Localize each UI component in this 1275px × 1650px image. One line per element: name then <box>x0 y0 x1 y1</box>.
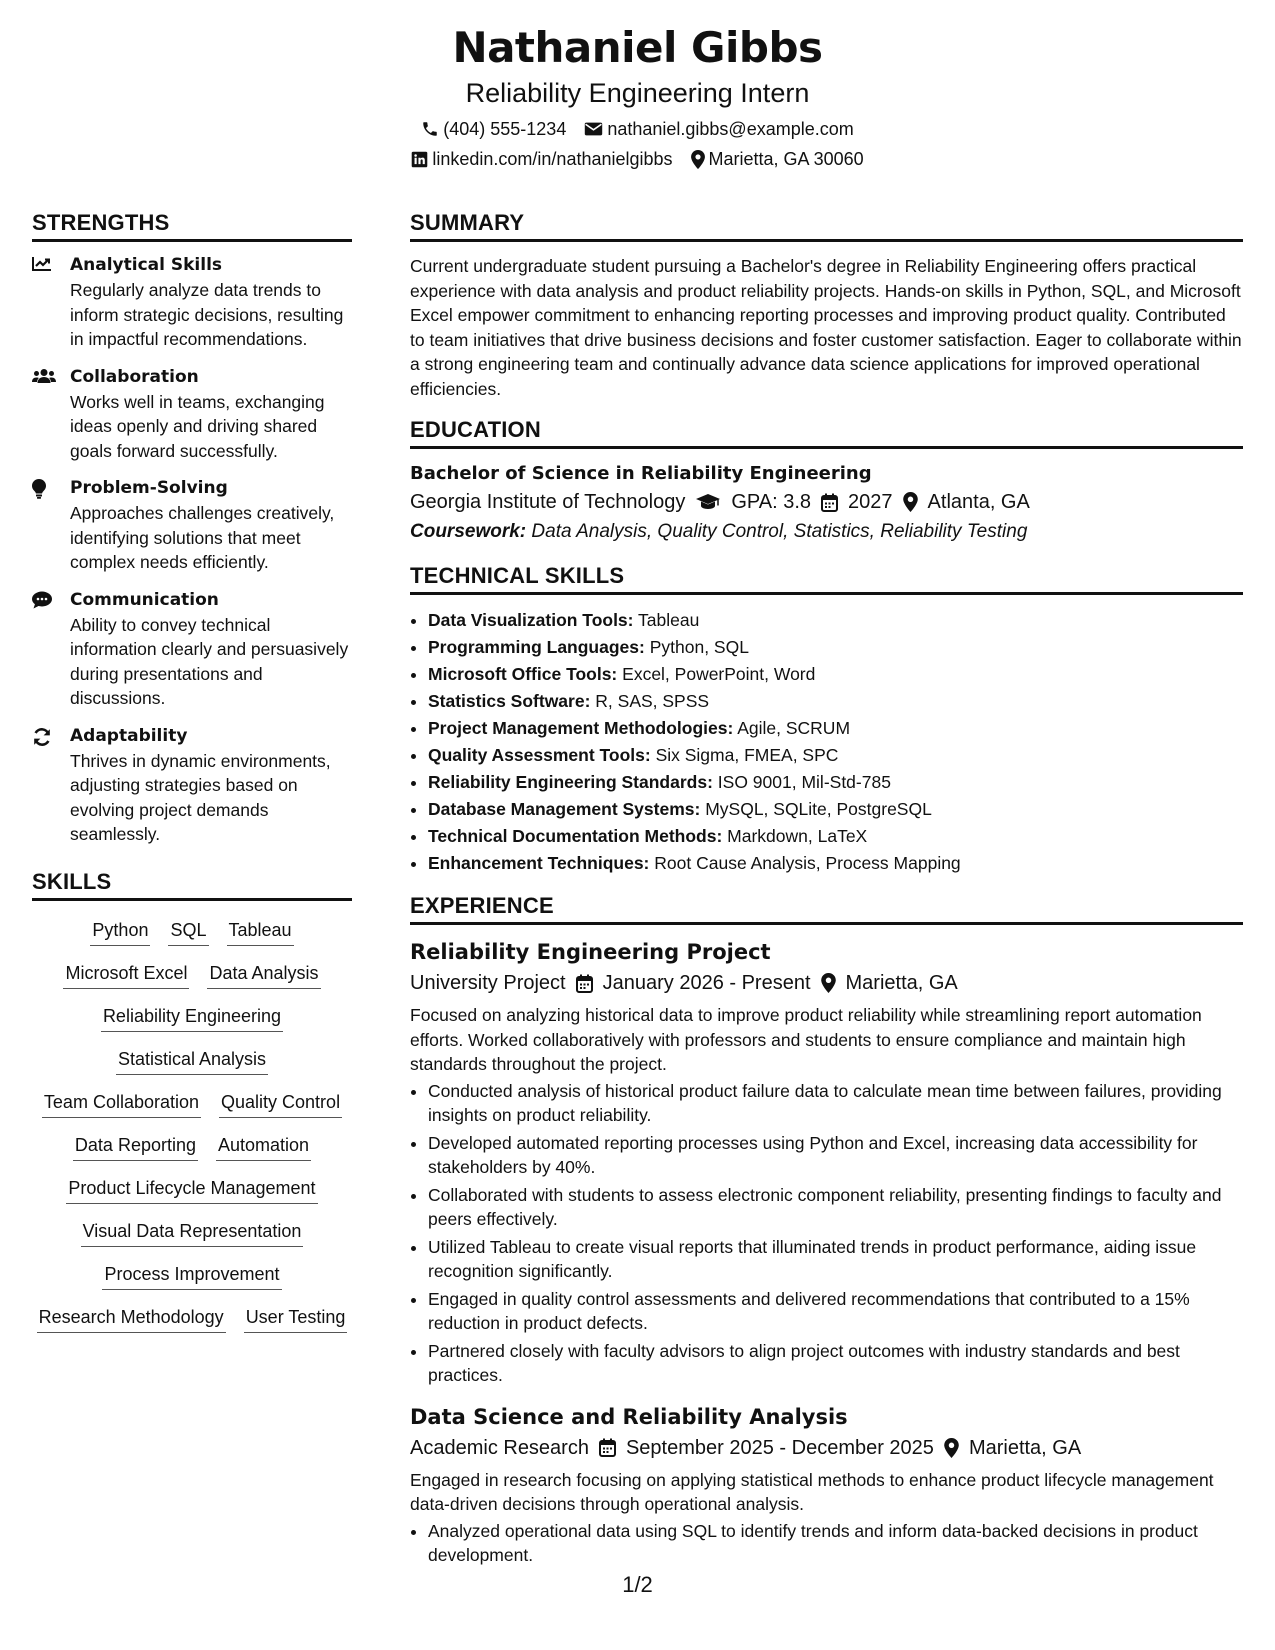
strength-item <box>32 725 352 847</box>
map-marker-icon <box>903 492 918 512</box>
list-item <box>428 796 1243 823</box>
list-item <box>428 769 1243 796</box>
technical-skills-heading: TECHNICAL SKILLS <box>410 563 1243 595</box>
strength-desc: Approaches challenges creatively, identifying solutions that meet complex needs efficiently. <box>70 503 335 572</box>
chart-line-icon <box>32 254 56 352</box>
tech-skill-label: Technical Documentation Methods: <box>428 826 723 846</box>
list-item <box>428 715 1243 742</box>
job-bullets <box>410 1519 1243 1568</box>
resume-header <box>0 22 1275 170</box>
list-item: • Analyzed operational data using SQL to identify trends and inform data-backed decisions in product development. <box>428 1519 1243 1568</box>
job-dates: September 2025 - December 2025 <box>625 1436 934 1459</box>
skill-tag: Data Analysis <box>207 960 320 989</box>
tech-skill-value: ISO 9001, Mil-Std-785 <box>717 772 891 792</box>
job-title: Reliability Engineering Project <box>410 940 771 964</box>
email-text[interactable]: nathaniel.gibbs@example.com <box>607 119 854 139</box>
strength-name: Analytical Skills <box>70 255 223 275</box>
tech-skill-label: Database Management Systems: <box>428 799 701 819</box>
candidate-title: Reliability Engineering Intern <box>465 78 810 108</box>
education-heading: EDUCATION <box>410 417 1243 449</box>
linkedin-contact[interactable] <box>411 148 672 170</box>
contact-row-2 <box>0 148 1275 170</box>
job-description: Focused on analyzing historical data to improve product reliability while streamlining report automation efforts. Worked collaboratively with professors and students to ensure compliance and maintain high standards throughout the project. <box>410 1005 1202 1074</box>
map-marker-icon <box>821 973 836 993</box>
tech-skill-label: Microsoft Office Tools: <box>428 664 618 684</box>
list-item: • Conducted analysis of historical product failure data to calculate mean time between failures, providing insights on product reliability. <box>428 1079 1243 1128</box>
skill-tag: Automation <box>216 1132 311 1161</box>
phone-text: (404) 555-1234 <box>443 119 567 139</box>
strength-item <box>32 477 352 575</box>
users-icon <box>32 366 56 464</box>
tech-skill-value: R, SAS, SPSS <box>595 691 710 711</box>
linkedin-icon <box>411 151 428 168</box>
left-column <box>32 210 352 1333</box>
page-number: 1/2 <box>622 1572 653 1597</box>
skill-tag: Visual Data Representation <box>81 1218 304 1247</box>
skill-tag: User Testing <box>244 1304 348 1333</box>
tech-skill-value: Excel, PowerPoint, Word <box>622 664 816 684</box>
lightbulb-icon <box>32 477 56 575</box>
list-item <box>428 742 1243 769</box>
skill-tag: Python <box>90 917 150 946</box>
list-item: • Engaged in quality control assessments and delivered recommendations that contributed to a 15% reduction in product defects. <box>428 1287 1243 1336</box>
skill-tag: Quality Control <box>219 1089 342 1118</box>
job-bullets <box>410 1079 1243 1388</box>
job-meta <box>410 1432 1243 1464</box>
list-item <box>428 607 1243 634</box>
strength-name: Communication <box>70 589 219 610</box>
skill-tag: Microsoft Excel <box>63 960 189 989</box>
summary-heading: SUMMARY <box>410 210 1243 242</box>
list-item <box>428 661 1243 688</box>
strength-name: Adaptability <box>70 725 188 746</box>
job-description: Engaged in research focusing on applying statistical methods to enhance product lifecycle management data-driven decisions through operational analysis. <box>410 1469 1214 1514</box>
calendar-icon <box>821 493 838 512</box>
tech-skill-value: Markdown, LaTeX <box>727 826 868 846</box>
strength-desc: Works well in teams, exchanging ideas openly and driving shared goals forward successfully. <box>70 391 325 461</box>
coursework-label: Coursework: <box>410 521 527 542</box>
sync-icon <box>32 725 56 847</box>
comments-icon <box>32 589 56 711</box>
email-contact[interactable] <box>584 118 853 140</box>
linkedin-text[interactable]: linkedin.com/in/nathanielgibbs <box>432 149 673 169</box>
skills-list <box>32 913 352 1333</box>
skill-tag: Statistical Analysis <box>116 1046 268 1075</box>
tech-skill-label: Programming Languages: <box>428 637 645 657</box>
phone-icon <box>421 120 439 138</box>
skill-tag: Tableau <box>227 917 294 946</box>
gpa-text: GPA: 3.8 <box>731 491 812 513</box>
school-name: Georgia Institute of Technology <box>410 491 686 513</box>
contact-row-1 <box>0 118 1275 140</box>
map-marker-icon <box>691 150 705 169</box>
calendar-icon <box>599 1438 616 1457</box>
tech-skill-label: Data Visualization Tools: <box>428 610 634 630</box>
location-text: Marietta, GA 30060 <box>708 149 864 169</box>
strength-name: Collaboration <box>70 366 199 387</box>
tech-skill-label: Statistics Software: <box>428 691 591 711</box>
strength-desc: Regularly analyze data trends to inform strategic decisions, resulting in impactful recommendations. <box>70 280 344 349</box>
strength-item <box>32 366 352 464</box>
strength-name: Problem-Solving <box>70 478 228 498</box>
graduation-cap-icon <box>695 493 721 511</box>
tech-skill-value: Six Sigma, FMEA, SPC <box>655 745 839 765</box>
calendar-icon <box>576 974 593 993</box>
tech-skill-label: Project Management Methodologies: <box>428 718 734 738</box>
strength-desc: Thrives in dynamic environments, adjusting strategies based on evolving project demands seamlessly. <box>70 750 331 844</box>
phone-contact <box>421 118 566 140</box>
skill-tag: Data Reporting <box>73 1132 198 1161</box>
skill-tag: Process Improvement <box>102 1261 281 1290</box>
job-org: University Project <box>410 972 566 994</box>
location-contact <box>691 148 864 170</box>
map-marker-icon <box>944 1438 959 1458</box>
tech-skill-value: Tableau <box>638 610 700 630</box>
job-meta <box>410 967 1243 999</box>
coursework-list: Data Analysis, Quality Control, Statistics, Reliability Testing <box>531 521 1028 542</box>
strength-item <box>32 254 352 352</box>
list-item <box>428 634 1243 661</box>
tech-skill-value: Agile, SCRUM <box>737 718 851 738</box>
tech-skill-value: Python, SQL <box>649 637 749 657</box>
skill-tag: Product Lifecycle Management <box>66 1175 317 1204</box>
summary-text: Current undergraduate student pursuing a Bachelor's degree in Reliability Engineering offers practical experience with data analysis and product reliability projects. Hands-on skills in Python, SQL, and Microsoft Excel empower commitment to enhancing reporting processes and improving product quality. Contributed to team initiatives that drive business decisions and foster customer satisfaction. Eager to collaborate within a strong engineering team and continually advance data science applications for improved operational efficiencies. <box>410 256 1242 399</box>
strengths-heading: STRENGTHS <box>32 210 352 242</box>
list-item <box>428 850 1243 877</box>
technical-skills-list <box>410 607 1243 877</box>
list-item <box>428 688 1243 715</box>
tech-skill-value: Root Cause Analysis, Process Mapping <box>654 853 961 873</box>
skill-tag: Reliability Engineering <box>101 1003 283 1032</box>
job-location: Marietta, GA <box>845 972 958 994</box>
right-column <box>410 210 1243 1582</box>
skill-tag: SQL <box>168 917 208 946</box>
strength-desc: Ability to convey technical information clearly and persuasively during presentations and discussions. <box>70 614 349 708</box>
list-item <box>428 823 1243 850</box>
job-dates: January 2026 - Present <box>602 972 811 994</box>
tech-skill-value: MySQL, SQLite, PostgreSQL <box>705 799 932 819</box>
skill-tag: Research Methodology <box>37 1304 226 1333</box>
skills-heading: SKILLS <box>32 869 352 901</box>
job-location: Marietta, GA <box>968 1436 1082 1459</box>
candidate-name: Nathaniel Gibbs <box>452 23 823 72</box>
skill-tag: Team Collaboration <box>42 1089 201 1118</box>
education-meta <box>410 487 1243 517</box>
coursework-line <box>410 517 1243 547</box>
job-org: Academic Research <box>410 1436 589 1459</box>
list-item: • Collaborated with students to assess electronic component reliability, presenting findings to faculty and peers effectively. <box>428 1183 1243 1232</box>
job-title: Data Science and Reliability Analysis <box>410 1404 848 1429</box>
list-item: • Partnered closely with faculty advisors to align project outcomes with industry standards and best practices. <box>428 1339 1243 1388</box>
graduation-year: 2027 <box>848 491 893 513</box>
experience-heading: EXPERIENCE <box>410 893 1243 925</box>
list-item: • Utilized Tableau to create visual reports that illuminated trends in product performance, aiding issue recognition significantly. <box>428 1235 1243 1284</box>
tech-skill-label: Reliability Engineering Standards: <box>428 772 713 792</box>
degree-title: Bachelor of Science in Reliability Engineering <box>410 463 872 484</box>
list-item: • Developed automated reporting processes using Python and Excel, increasing data accessibility for stakeholders by 40%. <box>428 1131 1243 1180</box>
school-location: Atlanta, GA <box>927 491 1030 513</box>
tech-skill-label: Enhancement Techniques: <box>428 853 650 873</box>
tech-skill-label: Quality Assessment Tools: <box>428 745 651 765</box>
envelope-icon <box>584 121 603 137</box>
strength-item <box>32 589 352 711</box>
